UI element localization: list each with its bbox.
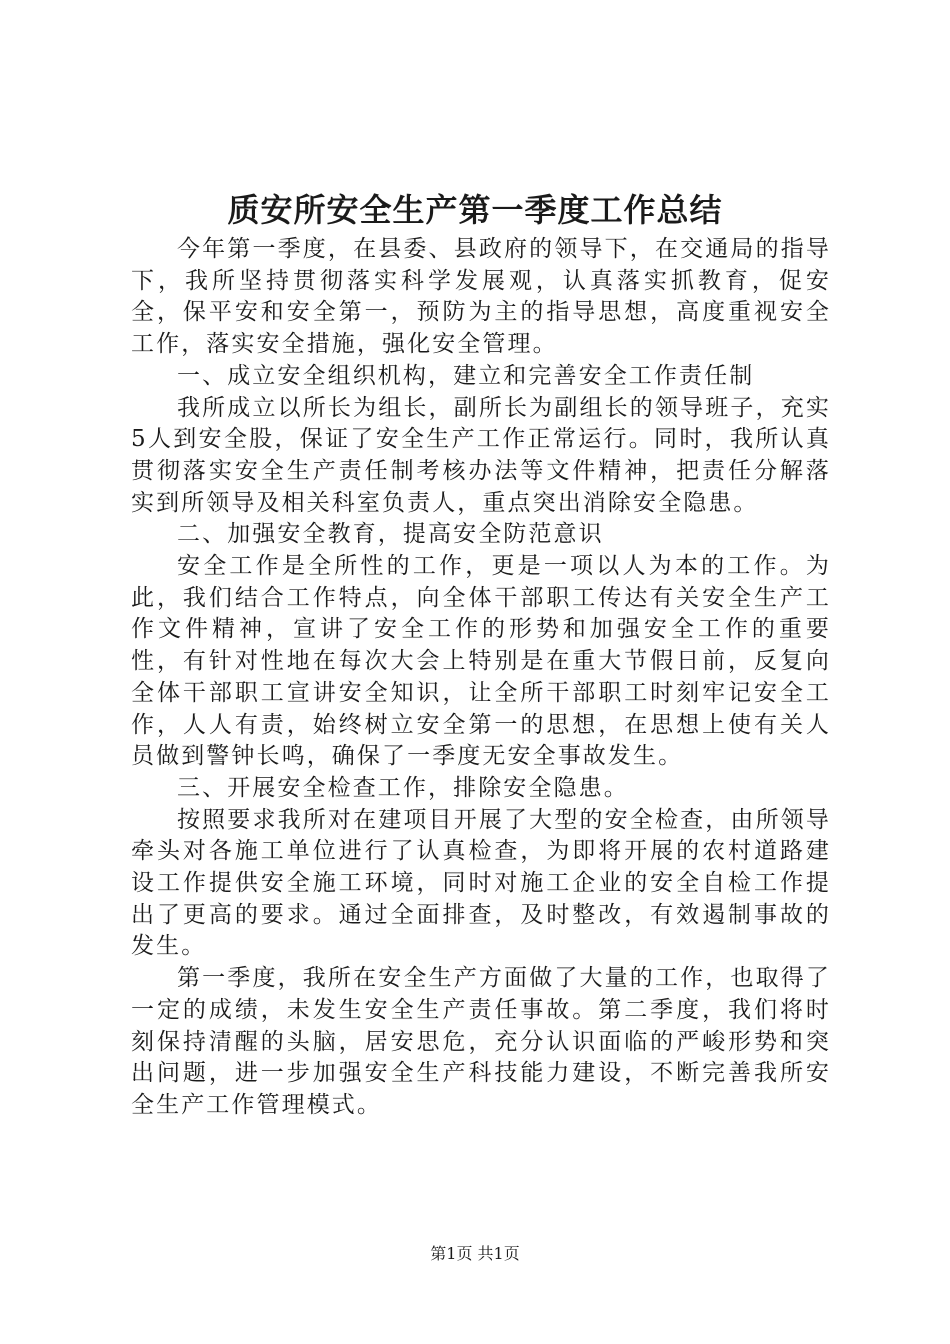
page-number-footer: 第1页 共1页 (430, 1244, 520, 1263)
conclusion-paragraph: 第一季度，我所在安全生产方面做了大量的工作，也取得了一定的成绩，未发生安全生产责任事故。第二季度，我们将时刻保持清醒的头脑，居安思危，充分认识面临的严峻形势和突出问题，进一步加强安全生产科技能力建设，不断完善我所安全生产工作管理模式。 (131, 965, 831, 1118)
section-heading-2: 二、加强安全教育，提高安全防范意识 (177, 521, 604, 548)
section-heading-3: 三、开展安全检查工作，排除安全隐患。 (177, 774, 629, 801)
section-paragraph-1: 我所成立以所长为组长，副所长为副组长的领导班子，充实5人到安全股，保证了安全生产工作正常运行。同时，我所认真贯彻落实安全生产责任制考核办法等文件精神，把责任分解落实到所领导及相关科室负责人，重点突出消除安全隐患。 (131, 394, 831, 516)
section-paragraph-3: 按照要求我所对在建项目开展了大型的安全检查，由所领导牵头对各施工单位进行了认真检查，为即将开展的农村道路建设工作提供安全施工环境，同时对施工企业的安全自检工作提出了更高的要求。通过全面排查，及时整改，有效遏制事故的发生。 (131, 806, 831, 960)
intro-paragraph: 今年第一季度，在县委、县政府的领导下，在交通局的指导下，我所坚持贯彻落实科学发展观，认真落实抓教育，促安全，保平安和安全第一，预防为主的指导思想，高度重视安全工作，落实安全措施，强化安全管理。 (131, 236, 831, 358)
document-body (131, 234, 831, 1122)
document-title: 质安所安全生产第一季度工作总结 (227, 191, 723, 229)
section-paragraph-2: 安全工作是全所性的工作，更是一项以人为本的工作。为此，我们结合工作特点，向全体干部职工传达有关安全生产工作文件精神，宣讲了安全工作的形势和加强安全工作的重要性，有针对性地在每次大会上特别是在重大节假日前，反复向全体干部职工宣讲安全知识，让全所干部职工时刻牢记安全工作，人人有责，始终树立安全第一的思想，在思想上使有关人员做到警钟长鸣，确保了一季度无安全事故发生。 (131, 553, 831, 770)
section-heading-1: 一、成立安全组织机构，建立和完善安全工作责任制 (177, 362, 755, 389)
